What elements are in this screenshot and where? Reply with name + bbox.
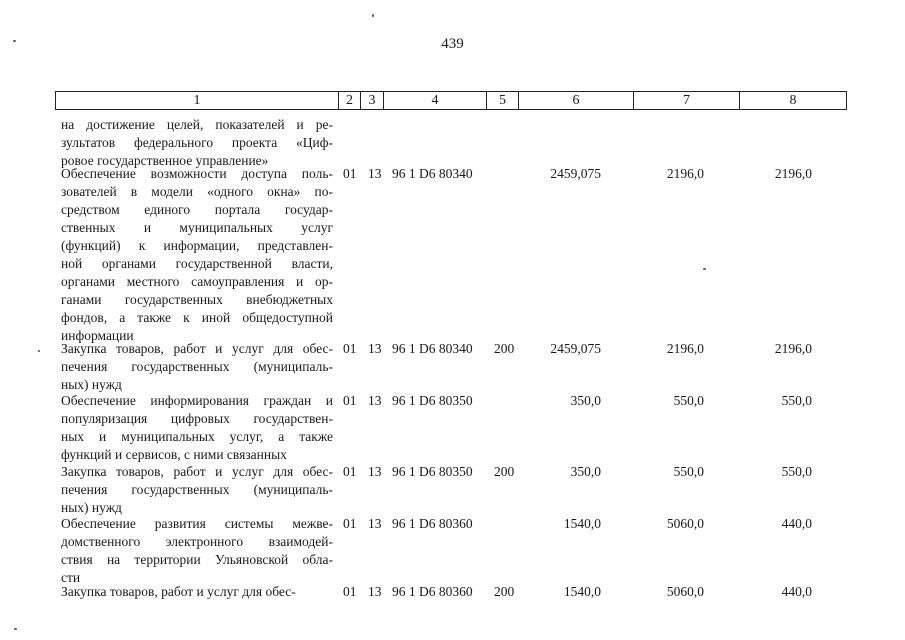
description-line: средством единого портала государ-: [61, 202, 333, 217]
cell-c4: 96 1 D6 80360: [392, 516, 473, 531]
cell-c3: 13: [368, 516, 382, 531]
header-col-1: 1: [56, 92, 339, 110]
cell-c7: 550,0: [673, 464, 704, 479]
cell-c6: 350,0: [570, 393, 601, 408]
description-line: органами местного самоуправления и ор-: [61, 274, 333, 289]
description-line: ровое государственное управление»: [61, 153, 269, 168]
header-col-5: 5: [487, 92, 519, 110]
cell-c2: 01: [343, 341, 357, 356]
cell-c7: 2196,0: [666, 166, 704, 181]
cell-c8: 2196,0: [774, 341, 812, 356]
cell-c8: 2196,0: [774, 166, 812, 181]
scan-speck: [13, 40, 16, 42]
cell-c8: 440,0: [781, 516, 812, 531]
cell-c4: 96 1 D6 80360: [392, 584, 473, 599]
description-line: (функций) к информации, представлен-: [61, 238, 333, 253]
header-col-7: 7: [634, 92, 740, 110]
scan-speck: [38, 350, 40, 352]
cell-c3: 13: [368, 166, 382, 181]
scan-speck: [14, 628, 17, 630]
cell-c6: 350,0: [570, 464, 601, 479]
cell-c2: 01: [343, 516, 357, 531]
cell-c2: 01: [343, 584, 357, 599]
header-col-8: 8: [740, 92, 847, 110]
header-col-2: 2: [339, 92, 361, 110]
scan-speck: [372, 14, 374, 17]
cell-c6: 1540,0: [563, 584, 601, 599]
description-line: ных) нужд: [61, 500, 122, 515]
cell-c7: 550,0: [673, 393, 704, 408]
cell-c4: 96 1 D6 80350: [392, 393, 473, 408]
cell-c4: 96 1 D6 80340: [392, 166, 473, 181]
description-line: печения государственных (муниципаль-: [61, 359, 333, 374]
description-line: фондов, а также к иной общедоступной: [61, 310, 333, 325]
description-line: ствия на территории Ульяновской обла-: [61, 552, 333, 567]
cell-c2: 01: [343, 464, 357, 479]
row-description: [61, 340, 333, 394]
cell-c7: 5060,0: [666, 584, 704, 599]
cell-c2: 01: [343, 166, 357, 181]
description-line: домственного электронного взаимодей-: [61, 534, 333, 549]
description-line: Закупка товаров, работ и услуг для обес-: [61, 341, 333, 356]
description-line: зователей в модели «одного окна» по-: [61, 184, 333, 199]
cell-c3: 13: [368, 464, 382, 479]
description-line: ганами государственных внебюджетных: [61, 292, 333, 307]
cell-c4: 96 1 D6 80350: [392, 464, 473, 479]
row-description: [61, 583, 333, 601]
row-description: [61, 116, 333, 170]
row-description: [61, 463, 333, 517]
description-line: сти: [61, 570, 81, 585]
cell-c3: 13: [368, 584, 382, 599]
description-line: ственных и муниципальных услуг: [61, 220, 333, 235]
description-line: зультатов федерального проекта «Циф-: [61, 135, 333, 150]
cell-c5: 200: [494, 341, 515, 356]
description-line: ных) нужд: [61, 377, 122, 392]
description-line: ных и муниципальных услуг, а также: [61, 429, 333, 444]
cell-c3: 13: [368, 341, 382, 356]
cell-c5: 200: [494, 584, 515, 599]
cell-c2: 01: [343, 393, 357, 408]
cell-c7: 5060,0: [666, 516, 704, 531]
column-header-table: [55, 91, 847, 110]
header-col-3: 3: [361, 92, 384, 110]
description-line: Обеспечение информирования граждан и: [61, 393, 333, 408]
cell-c5: 200: [494, 464, 515, 479]
header-col-6: 6: [519, 92, 634, 110]
cell-c8: 440,0: [781, 584, 812, 599]
cell-c6: 2459,075: [550, 166, 601, 181]
description-line: Закупка товаров, работ и услуг для обес-: [61, 584, 296, 599]
description-line: Обеспечение развития системы межве-: [61, 516, 333, 531]
description-line: печения государственных (муниципаль-: [61, 482, 333, 497]
scan-speck: [703, 268, 706, 270]
description-line: ной органами государственной власти,: [61, 256, 333, 271]
cell-c8: 550,0: [781, 393, 812, 408]
description-line: функций и сервисов, с ними связанных: [61, 447, 287, 462]
description-line: Обеспечение возможности доступа поль-: [61, 166, 333, 181]
row-description: [61, 392, 333, 464]
cell-c6: 1540,0: [563, 516, 601, 531]
row-description: [61, 515, 333, 587]
description-line: информации: [61, 328, 134, 343]
row-description: [61, 165, 333, 345]
cell-c4: 96 1 D6 80340: [392, 341, 473, 356]
description-line: популяризация цифровых государствен-: [61, 411, 333, 426]
header-col-4: 4: [384, 92, 487, 110]
cell-c8: 550,0: [781, 464, 812, 479]
cell-c6: 2459,075: [550, 341, 601, 356]
cell-c3: 13: [368, 393, 382, 408]
description-line: на достижение целей, показателей и ре-: [61, 117, 333, 132]
description-line: Закупка товаров, работ и услуг для обес-: [61, 464, 333, 479]
cell-c7: 2196,0: [666, 341, 704, 356]
page-number: 439: [441, 36, 464, 52]
